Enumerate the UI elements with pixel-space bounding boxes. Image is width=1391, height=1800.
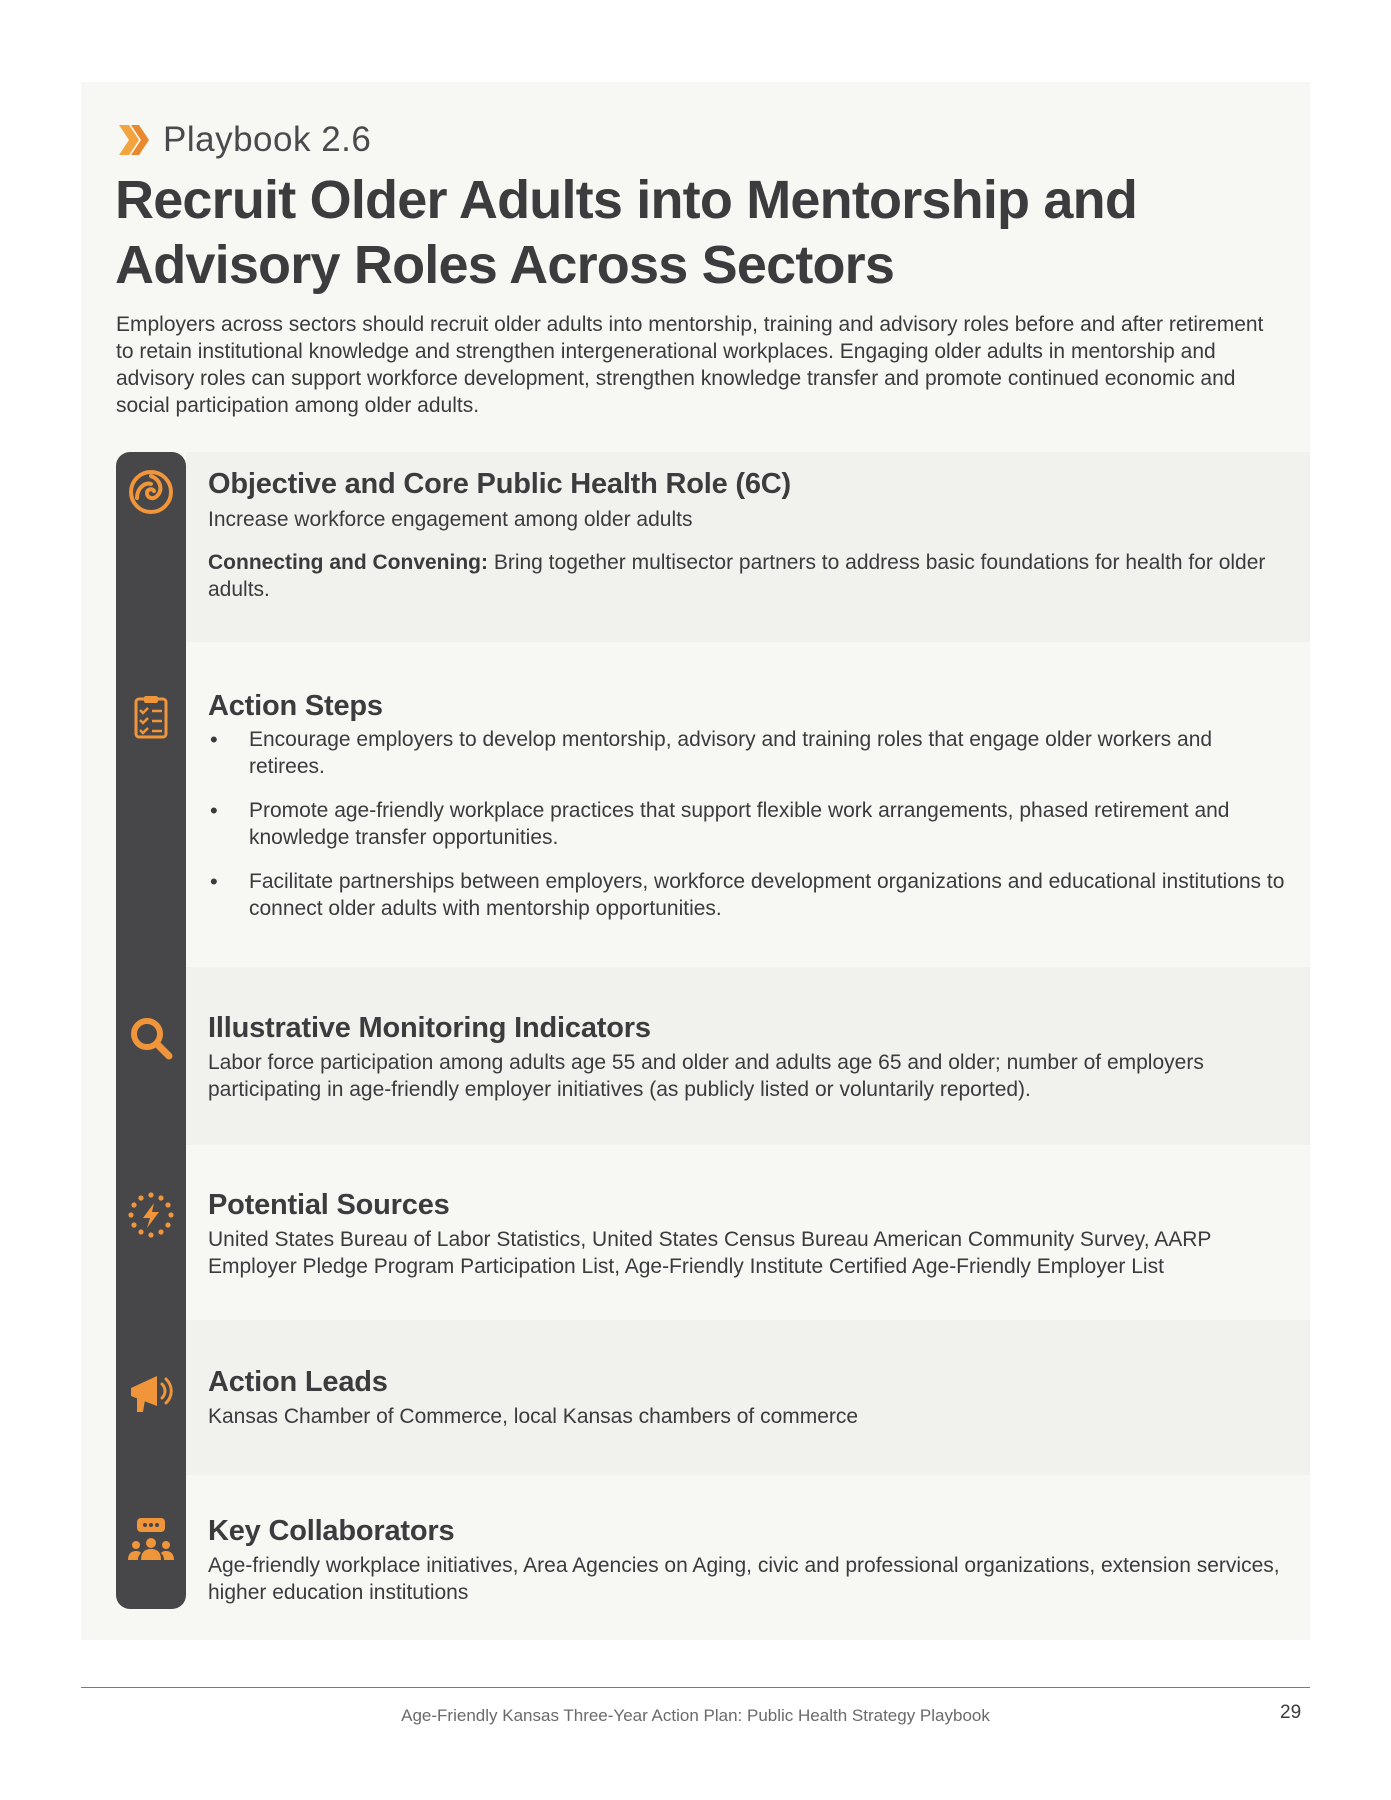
double-chevron-icon [117, 123, 153, 157]
page-number: 29 [1280, 1702, 1302, 1723]
objective-heading: Objective and Core Public Health Role (6C) [208, 468, 791, 500]
playbook-number: Playbook 2.6 [163, 120, 372, 159]
page-title: Recruit Older Adults into Mentorship and Advisory Roles Across Sectors [115, 170, 1138, 295]
lightning-circle-icon [126, 1190, 176, 1240]
leads-heading: Action Leads [208, 1366, 388, 1398]
objective-text: Increase workforce engagement among older adults [208, 508, 693, 531]
clipboard-checklist-icon [126, 692, 176, 742]
intro-paragraph: Employers across sectors should recruit older adults into mentorship, training and advisory roles before and after retirement to retain institutional knowledge and strengthen intergenerational workplaces. Engaging older adults in mentorship and advisory roles can support workforce development, strengthen knowledge transfer and promote continued economic and social participation among older adults. [116, 313, 1264, 417]
magnifier-icon [126, 1013, 176, 1063]
collaborators-text: Age-friendly workplace initiatives, Area Agencies on Aging, civic and professional organizations, extension services, higher education institutions [208, 1554, 1280, 1604]
action-steps-heading: Action Steps [208, 690, 383, 722]
footer-title: Age-Friendly Kansas Three-Year Action Plan: Public Health Strategy Playbook [401, 1706, 990, 1725]
leads-text: Kansas Chamber of Commerce, local Kansas chambers of commerce [208, 1405, 859, 1428]
core-role-label: Connecting and Convening: [208, 551, 488, 574]
playbook-kicker [117, 118, 371, 162]
list-item: • Facilitate partnerships between employers, workforce development organizations and educational institutions to connect older adults with mentorship opportunities. [208, 868, 1288, 922]
spiral-icon [126, 467, 176, 517]
list-item: • Promote age-friendly workplace practices that support flexible work arrangements, phased retirement and knowledge transfer opportunities. [208, 797, 1288, 851]
sources-heading: Potential Sources [208, 1189, 450, 1221]
core-role-description: Bring together multisector partners to address basic foundations for health for older adults. [208, 551, 1266, 601]
list-item: • Encourage employers to develop mentorship, advisory and training roles that engage older workers and retirees. [208, 726, 1288, 780]
core-role-text [208, 549, 1288, 603]
megaphone-icon [126, 1367, 176, 1417]
sources-text: United States Bureau of Labor Statistics, United States Census Bureau American Community Survey, AARP Employer Pledge Program Participation List, Age-Friendly Institute Certified Age-Friendly Employer List [208, 1228, 1212, 1278]
footer-divider [81, 1687, 1310, 1688]
indicators-heading: Illustrative Monitoring Indicators [208, 1012, 651, 1044]
collaborators-heading: Key Collaborators [208, 1515, 455, 1547]
action-steps-list [208, 726, 1288, 939]
group-chat-icon [126, 1515, 176, 1565]
indicators-text: Labor force participation among adults age 55 and older and adults age 65 and older; number of employers participating in age-friendly employer initiatives (as publicly listed or voluntarily reported). [208, 1051, 1204, 1101]
